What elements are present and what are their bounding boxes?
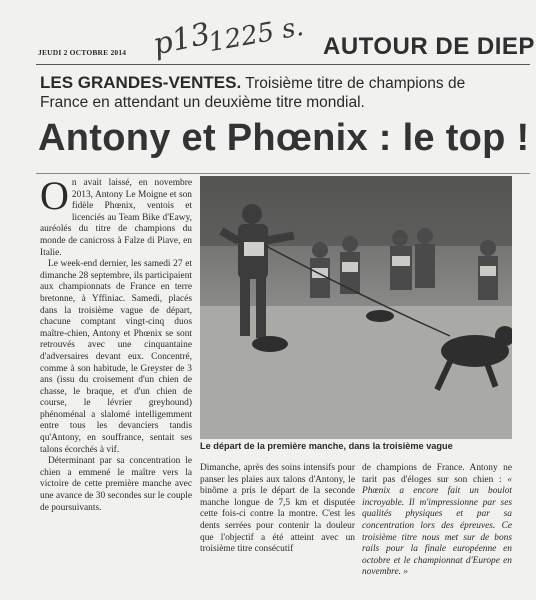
headline-divider	[36, 173, 530, 174]
kicker-text: Troisième titre de champions de France en attendant un deuxième titre mondial.	[40, 75, 466, 111]
paragraph-victory: Déterminant par sa concentration le chien a emmené le maître vers la victoire de cette première manche avec une avance de 30 secondes sur le couple de poursuivants.	[40, 456, 192, 513]
race-photo-illustration	[200, 176, 512, 439]
athlete-quote: « Phœnix a encore fait un boulot incroyable. Il m'impressionne par ses qualités physiques et par sa concentration lors des épreuves. Ce troisième titre nous met sur de bons rails pour la finale européenne en octobre et le championnat d'Europe en novembre. »	[362, 474, 513, 578]
header-divider	[36, 64, 530, 65]
kicker-lead: LES GRANDES-VENTES.	[40, 73, 242, 92]
paragraph-praise: de champions de France. Antony ne tarit pas d'éloges sur son chien :	[362, 463, 512, 485]
paragraph-weekend: Le week-end dernier, les samedi 27 et dimanche 28 septembre, ils participaient aux championnats de France en terre bretonne, à Yffiniac. Samedi, placés dans la troisième vague de départ, chacune comptant vingt-cinq duos maître-chien, Antony et Phœnix se sont retrouvés avec une cinquantaine d'adversaires devant eux. Concentré, comme à son habitude, le Greyster de 3 ans (issu du croisement d'un chien de chasse, le braque, et d'un chien de course, le lévrier greyhound) phénoménal a slalomé intelligemment entre tous les devanciers tandis qu'Antony, en souffrance, sentait ses talons écorchés à vif.	[40, 259, 192, 455]
handwritten-number-note: 1225 s.	[206, 11, 306, 59]
article-column-3	[362, 463, 512, 579]
paragraph-sunday: Dimanche, après des soins intensifs pour panser les plaies aux talons d'Antony, le binôme a pris le départ de la seconde manche longue de 7,5 km et disputée cette fois-ci contre la montre. C'est les dents serrées pour contenir la douleur que l'objectif a été atteint avec un troisième titre consécutif	[200, 463, 355, 555]
photo-caption: Le départ de la première manche, dans la troisième vague	[200, 441, 453, 451]
race-photo	[200, 176, 512, 439]
paragraph-intro: n avait laissé, en novembre 2013, Antony Le Moigne et son fidèle Phœnix, ventois et licenciés au Team Bike d'Eawy, auréolés du titre de champions du monde de canicross à Falze di Piave, en Italie.	[40, 178, 192, 258]
article-headline: Antony et Phœnix : le top !	[38, 117, 530, 159]
article-kicker	[40, 73, 510, 112]
drop-cap: O	[40, 173, 69, 218]
handwritten-page-note: p13	[149, 16, 214, 63]
article-column-1	[40, 173, 192, 514]
article-column-2	[200, 463, 355, 556]
issue-date: JEUDI 2 OCTOBRE 2014	[38, 48, 127, 57]
section-title: AUTOUR DE DIEP	[323, 33, 535, 60]
